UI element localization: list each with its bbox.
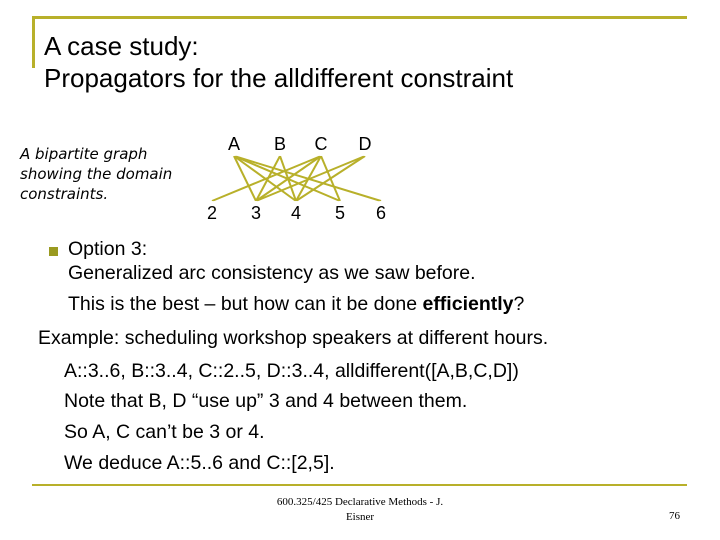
page-number: 76 [669,510,680,522]
variable-node-label-C: C [314,134,328,154]
slide-title [44,30,513,94]
note-line: Note that B, D “use up” 3 and 4 between them. [64,390,468,412]
option-line-1: Generalized arc consistency as we saw before. [68,262,476,284]
bullet-square-icon [49,247,58,256]
option-line-2-emphasis: efficiently [422,293,514,315]
option-line-2-text: This is the best – but how can it be done [68,293,423,315]
option-line-2 [68,293,524,317]
variable-node-label-A: A [227,134,241,154]
bipartite-graph [190,120,420,235]
footer-course [255,495,465,525]
deduce-line: We deduce A::5..6 and C::[2,5]. [64,452,335,474]
value-node-label-3: 3 [250,203,262,223]
graph-caption-line-2: showing the domain [20,165,173,183]
footer-course-line-2: Eisner [345,511,375,523]
slide-title-line-1: A case study: [44,31,199,61]
footer-course-line-1: 600.325/425 Declarative Methods - J. [276,496,444,508]
title-accent-vertical [32,16,35,68]
value-node-label-2: 2 [206,203,218,223]
footer-rule [32,484,687,486]
graph-caption-line-3: constraints. [20,185,109,203]
example-line: Example: scheduling workshop speakers at different hours. [38,327,549,349]
graph-caption-line-1: A bipartite graph [20,145,148,163]
value-node-label-6: 6 [375,203,387,223]
value-node-label-5: 5 [334,203,346,223]
option-heading: Option 3: [68,238,148,260]
value-node-label-4: 4 [290,203,302,223]
slide-title-line-2: Propagators for the alldifferent constraint [44,63,514,93]
title-accent-horizontal [32,16,687,19]
bipartite-graph-svg [190,120,420,235]
so-line: So A, C can’t be 3 or 4. [64,421,265,443]
example-domains: A::3..6, B::3..4, C::2..5, D::3..4, alldifferent([A,B,C,D]) [64,360,519,382]
variable-node-label-B: B [273,134,287,154]
variable-node-label-D: D [358,134,372,154]
option-line-2-end: ? [513,293,525,315]
graph-caption [20,144,210,204]
